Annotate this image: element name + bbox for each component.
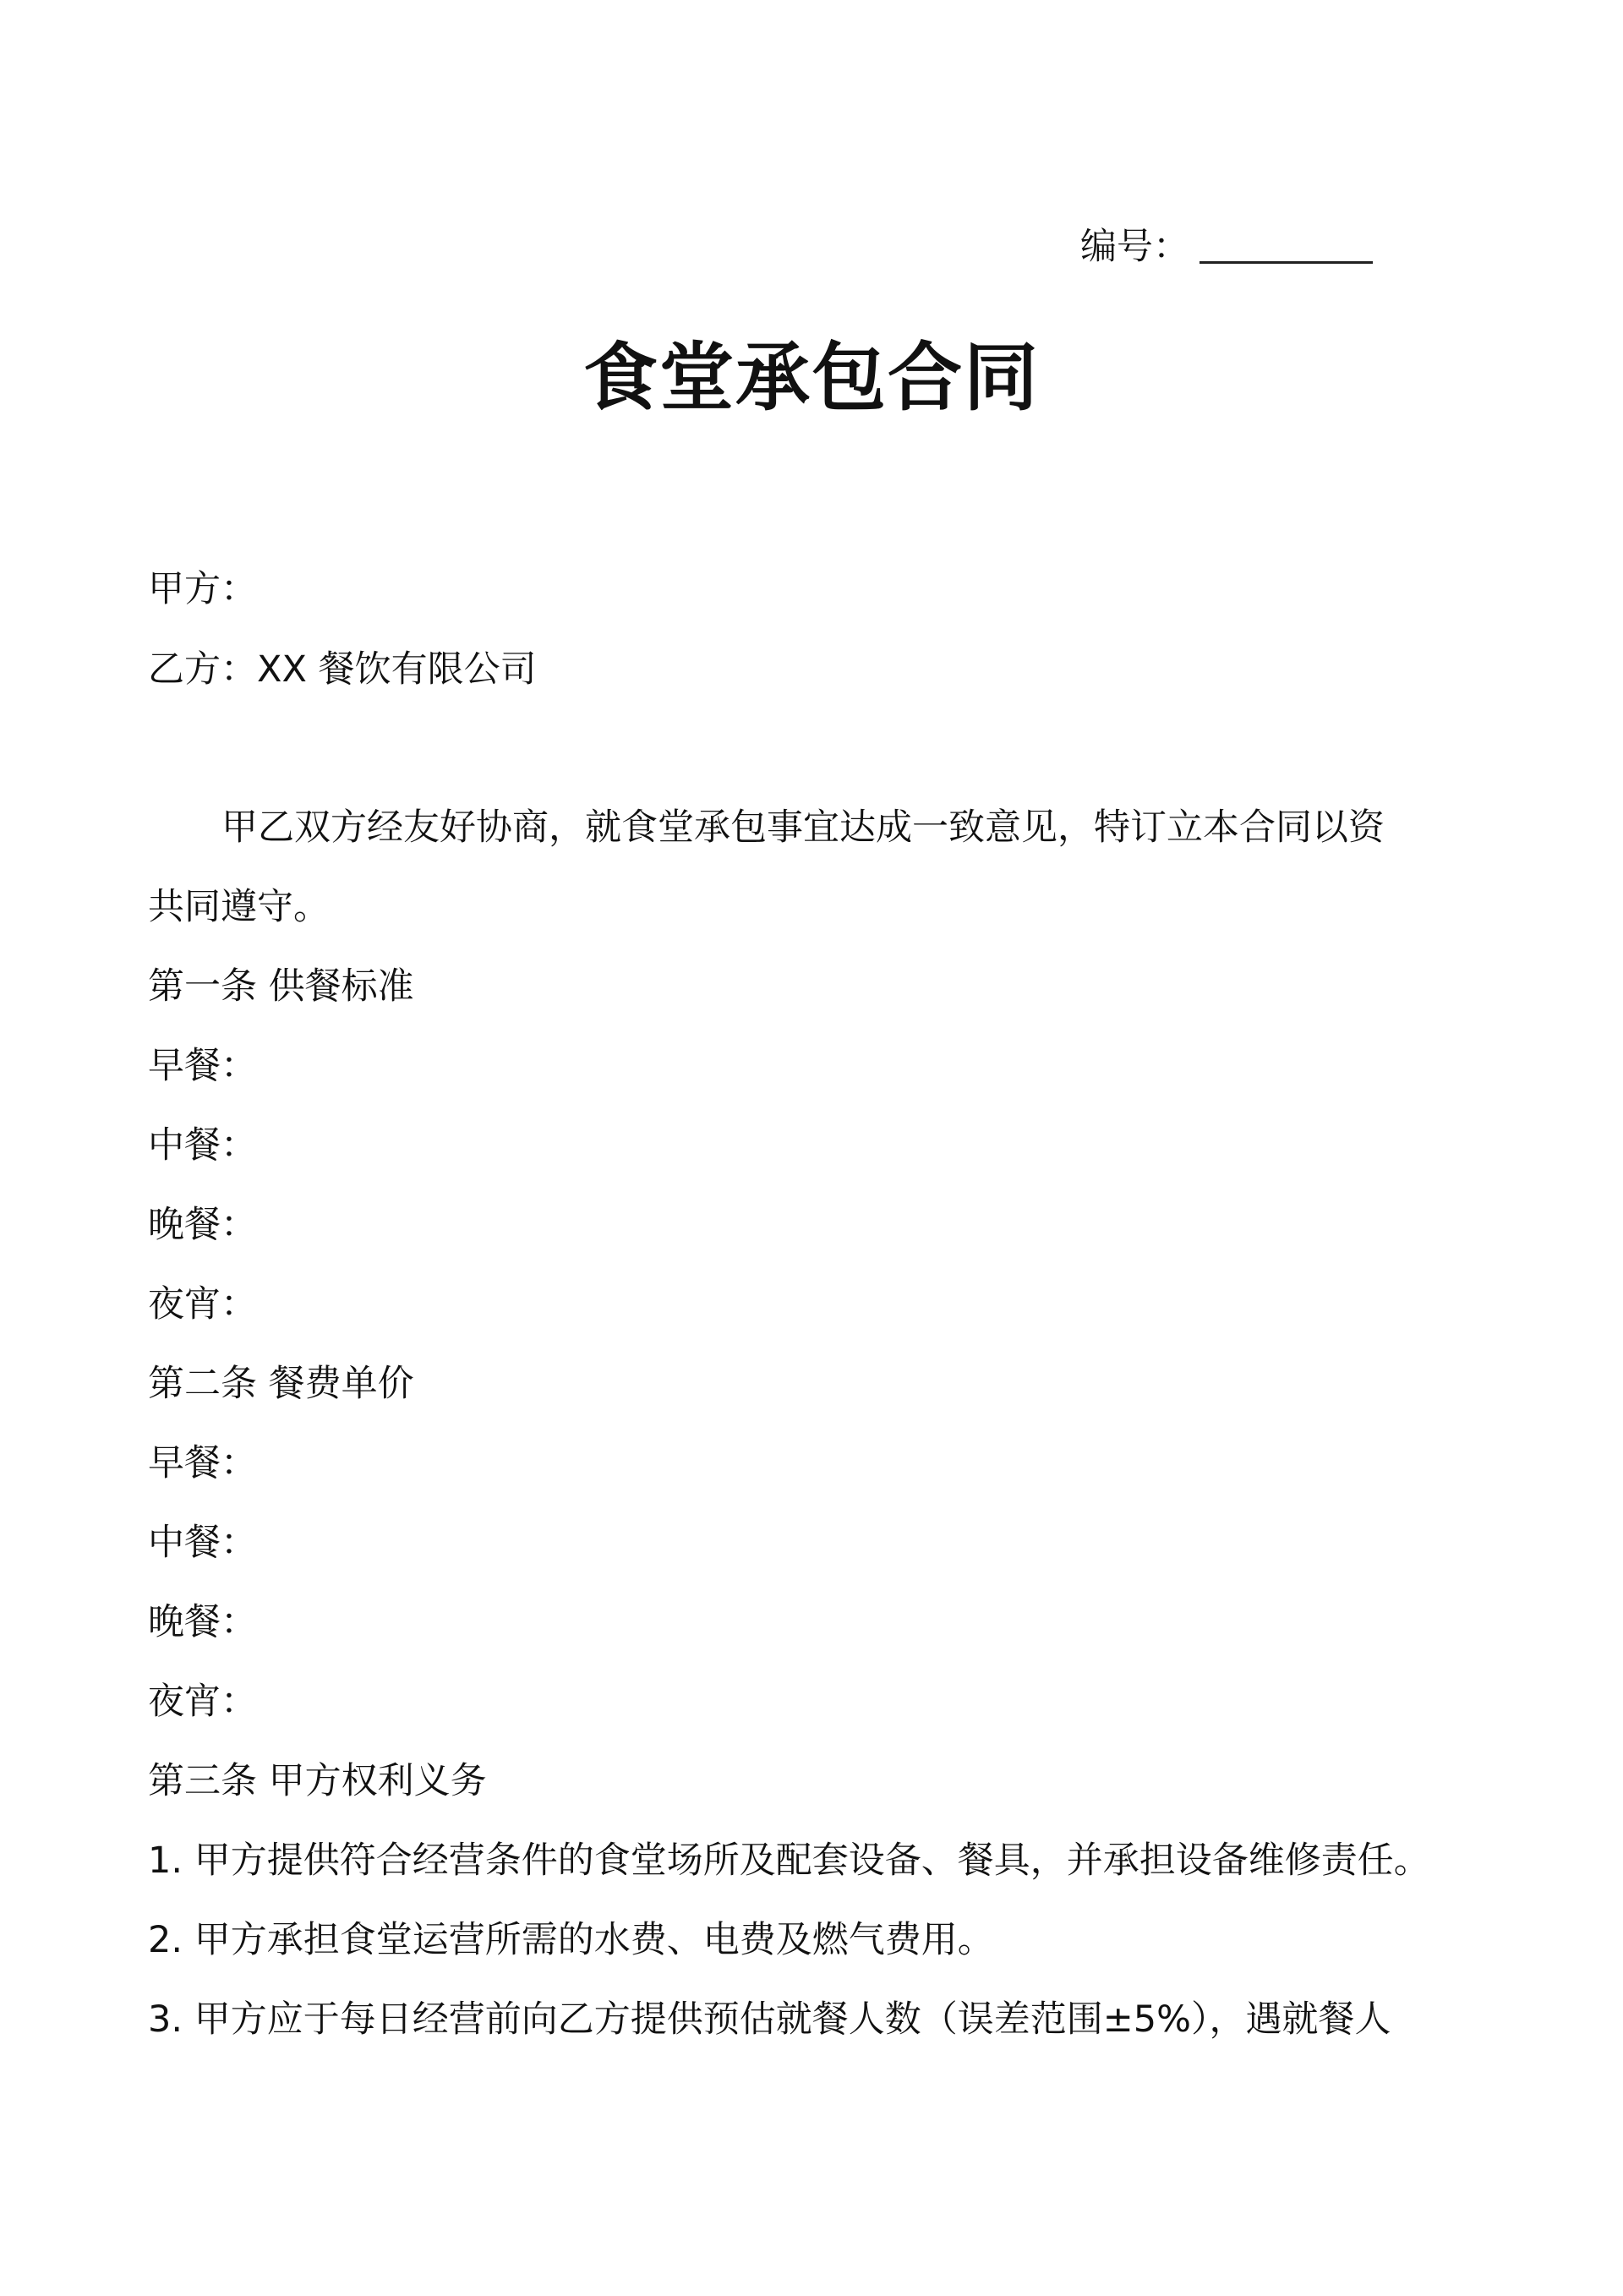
intro-paragraph-line-2: 共同遵守。 bbox=[148, 886, 330, 928]
party-a-line: 甲方： bbox=[148, 568, 257, 610]
document-number-label: 编号： bbox=[1080, 226, 1189, 268]
article-1-heading: 第一条 供餐标准 bbox=[148, 965, 414, 1008]
article-2-heading: 第二条 餐费单价 bbox=[148, 1363, 414, 1405]
article-2-item-breakfast: 早餐： bbox=[148, 1442, 257, 1484]
intro-paragraph-line-1: 甲乙双方经友好协商，就食堂承包事宜达成一致意见，特订立本合同以资 bbox=[221, 806, 1385, 849]
article-1-item-lunch: 中餐： bbox=[148, 1124, 257, 1167]
article-3-clause-2: 2. 甲方承担食堂运营所需的水费、电费及燃气费用。 bbox=[148, 1919, 994, 1961]
document-number-blank bbox=[1199, 224, 1373, 264]
contract-title: 食堂承包合同 bbox=[582, 334, 1040, 421]
article-1-item-late-snack: 夜宵： bbox=[148, 1283, 257, 1326]
article-2-item-lunch: 中餐： bbox=[148, 1522, 257, 1564]
party-b-line: 乙方：XX 餐饮有限公司 bbox=[148, 648, 537, 691]
article-1-item-breakfast: 早餐： bbox=[148, 1045, 257, 1087]
article-2-item-late-snack: 夜宵： bbox=[148, 1681, 257, 1723]
article-2-item-dinner: 晚餐： bbox=[148, 1601, 257, 1643]
article-3-clause-3: 3. 甲方应于每日经营前向乙方提供预估就餐人数（误差范围±5%），遇就餐人 bbox=[148, 1998, 1391, 2041]
document-number bbox=[1080, 216, 1373, 279]
article-3-heading: 第三条 甲方权利义务 bbox=[148, 1760, 487, 1802]
article-1-item-dinner: 晚餐： bbox=[148, 1204, 257, 1246]
article-3-clause-1: 1. 甲方提供符合经营条件的食堂场所及配套设备、餐具，并承担设备维修责任。 bbox=[148, 1840, 1430, 1882]
